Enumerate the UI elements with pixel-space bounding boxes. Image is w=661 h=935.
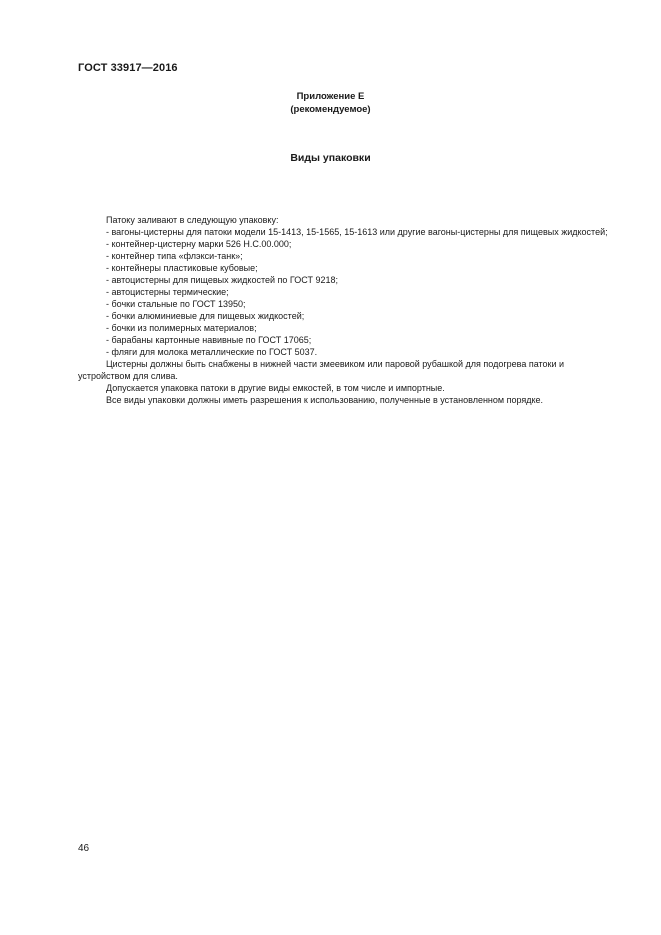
list-item: - контейнер-цистерну марки 526 Н.С.00.000;	[106, 239, 292, 249]
body-paragraph: Все виды упаковки должны иметь разрешения к использованию, полученные в установленном порядке.	[106, 395, 544, 405]
list-item: - бочки алюминиевые для пищевых жидкостей;	[106, 311, 305, 321]
packaging-list	[78, 226, 618, 358]
annex-title: Виды упаковки	[290, 152, 371, 164]
list-item: - автоцистерны для пищевых жидкостей по ГОСТ 9218;	[106, 275, 338, 285]
list-item: - бочки стальные по ГОСТ 13950;	[106, 299, 246, 309]
annex-label: Приложение Е	[296, 91, 365, 102]
page-number: 46	[78, 843, 90, 854]
list-item: - барабаны картонные навивные по ГОСТ 17065;	[106, 335, 312, 345]
list-item: - вагоны-цистерны для патоки модели 15-1413, 15-1565, 15-1613 или другие вагоны-цистерны для пищевых жидкостей;	[106, 227, 608, 237]
intro-paragraph: Патоку заливают в следующую упаковку:	[106, 215, 279, 225]
body-paragraph: Допускается упаковка патоки в другие виды емкостей, в том числе и импортные.	[106, 383, 445, 393]
body-text	[78, 214, 618, 406]
document-code: ГОСТ 33917—2016	[78, 62, 178, 74]
annex-heading	[0, 90, 661, 116]
list-item: - фляги для молока металлические по ГОСТ 5037.	[106, 347, 318, 357]
annex-status: (рекомендуемое)	[290, 104, 371, 115]
list-item: - контейнер типа «флэкси-танк»;	[106, 251, 243, 261]
list-item: - контейнеры пластиковые кубовые;	[106, 263, 258, 273]
list-item: - автоцистерны термические;	[106, 287, 229, 297]
body-paragraph: Цистерны должны быть снабжены в нижней части змеевиком или паровой рубашкой для подогрева патоки и устройством для слива.	[78, 359, 565, 381]
list-item: - бочки из полимерных материалов;	[106, 323, 257, 333]
